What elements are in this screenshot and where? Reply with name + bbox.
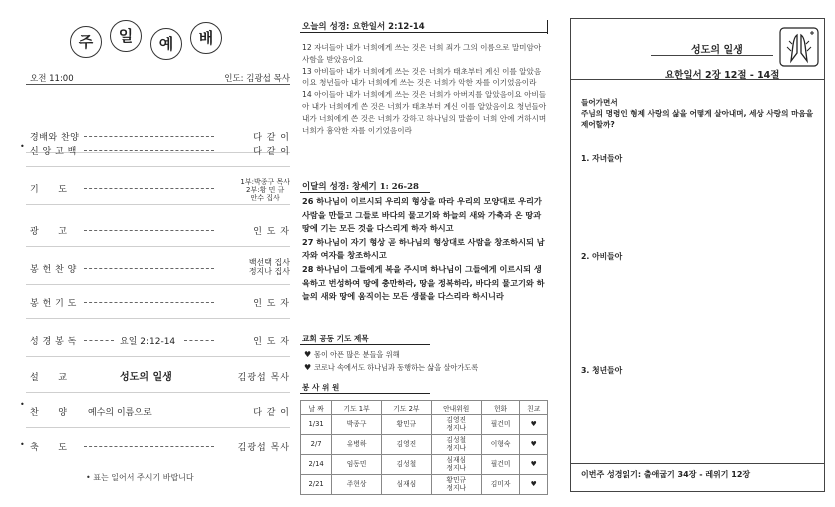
table-cell: 2/7 [301,435,332,455]
dotted-leader [84,268,214,269]
weekly-reading: 이번주 성경읽기: 출애굽기 34장 - 레위기 12장 [581,470,751,479]
verse: 27 하나님이 자기 형상 곧 하나님의 형상대로 사람을 창조하시되 남자와 여자를 창조하시고 [302,236,545,261]
footer-divider [571,463,824,464]
verse: 12 자녀들아 내가 너희에게 쓰는 것은 너희 죄가 그의 이름으로 말미암아 사함을 받았음이요 [302,43,542,64]
header-divider [571,79,824,80]
table-cell: 유병하 [332,435,382,455]
prayer-text: 코로나 속에서도 하나님과 동행하는 삶을 살아가도록 [314,363,479,372]
table-cell: 이형숙 [481,435,520,455]
leader-line: 정지나 집사 [248,267,290,276]
duty-title: 봉 사 위 원 [302,383,340,392]
scripture-reference: 요일 2:12-14 [120,337,176,347]
section-divider [300,32,548,33]
standing-footnote: • 표는 일어서 주시기 바랍니다 [86,473,194,482]
order-leader: 다 같 이 [253,408,290,418]
heart-icon: ♥ [304,350,312,359]
title-char-3: 예 [150,28,182,60]
title-char-1: 주 [70,26,102,58]
month-scripture-title: 이달의 성경: 창세기 1: 26-28 [302,182,419,192]
order-leader-multi [240,178,290,202]
heart-icon: ♥ [304,363,312,372]
order-leader: 인 도 자 [253,299,290,309]
order-label: 신 앙 고 백 [30,147,77,157]
order-leader: 인 도 자 [253,227,290,237]
standing-mark: • [20,440,25,449]
table-cell: 2/14 [301,455,332,475]
row-divider [26,318,290,319]
table-cell: 주현상 [332,475,382,495]
dotted-leader [84,446,214,447]
sermon-point-1: 1. 자녀들아 [581,154,623,163]
order-leader: 다 같 이 [253,133,290,143]
heart-icon: ♥ [520,435,548,455]
column-header: 기도 1부 [332,401,382,415]
table-cell: 김영진 정지나 [431,415,481,435]
order-label: 축 도 [30,443,68,453]
dotted-leader [84,302,214,303]
row-divider [26,166,290,167]
table-row [301,415,548,435]
duty-table [300,400,548,495]
heart-icon: ♥ [520,455,548,475]
title-char-4: 배 [190,22,222,54]
table-cell: 김영진 [381,435,431,455]
leader-line: 백선택 집사 [248,258,290,267]
sermon-intro: 들어가면서 주님의 명령인 형제 사랑의 삶을 어떻게 살아내며, 세상 사랑의 마음을 제어할까? [581,98,814,129]
order-row-creed [26,140,290,160]
order-row-offering-song [26,258,290,278]
order-label: 설 교 [30,373,68,383]
praying-hands-icon [779,27,819,67]
order-label: 기 도 [30,185,68,195]
title-divider [651,55,773,56]
prayer-title: 교회 공동 기도 제목 [302,334,369,343]
order-label: 봉 헌 기 도 [30,299,77,309]
order-row-offering-prayer [26,292,290,312]
prayer-list [304,348,478,374]
table-cell: 2/21 [301,475,332,495]
today-verses [302,42,547,136]
table-row [301,475,548,495]
order-leader-multi [249,258,290,276]
list-item [304,361,478,374]
order-label: 성 경 봉 독 [30,337,77,347]
order-leader: 다 같 이 [253,147,290,157]
service-time: 오전 11:00 [30,74,74,84]
section-divider [300,192,430,193]
dotted-leader [84,188,214,189]
order-leader: 김광섭 목사 [237,373,290,383]
order-leader: 김광섭 목사 [237,443,290,453]
title-char-2: 일 [110,20,142,52]
order-row-hymn [26,401,290,421]
row-divider [26,392,290,393]
sermon-notes-panel [570,18,825,492]
worship-title [70,18,230,62]
standing-mark: • [20,142,25,151]
column-header: 헌화 [481,401,520,415]
table-row [301,435,548,455]
order-label: 봉 헌 찬 양 [30,265,77,275]
verse: 14 아이들아 내가 너희에게 쓰는 것은 너희가 아버지를 알았음이요 아비들아 내가 너희에게 쓴 것은 너희가 태초부터 계신 이를 알았음이요 청년들아 내가 너희에게 쓴 것은 너희가 강하고 하나님의 말씀이 너희 안에 거하시며 너희가 흉악한 자를 이기었음이라 [302,90,547,135]
order-row-announcements [26,220,290,240]
order-of-worship-panel [0,0,290,507]
table-cell: 박종구 [332,415,382,435]
column-header: 안내위원 [431,401,481,415]
table-cell: 김미자 [481,475,520,495]
dotted-leader [184,340,214,341]
row-divider [26,246,290,247]
sermon-reference: 요한일서 2장 12절 - 14절 [665,70,780,81]
table-cell: 필건미 [481,455,520,475]
dotted-leader [84,136,214,137]
row-divider [26,284,290,285]
table-cell: 필건미 [481,415,520,435]
order-row-prayer [26,178,290,202]
header-divider [26,84,290,85]
column-header: 기도 2부 [381,401,431,415]
dotted-leader [84,230,214,231]
section-divider [300,393,430,394]
hymn-title: 예수의 이름으로 [88,408,152,418]
column-header: 친교 [520,401,548,415]
sermon-point-3: 3. 청년들아 [581,366,623,375]
table-cell: 김성철 [381,455,431,475]
heart-icon: ♥ [520,475,548,495]
dotted-leader [84,150,214,151]
table-cell: 심재심 정지나 [431,455,481,475]
table-cell: 임동민 [332,455,382,475]
verse: 13 아비들아 내가 너희에게 쓰는 것은 너희가 태초부터 계신 이를 알았음이요 청년들아 내가 너희에게 쓰는 것은 너희가 악한 자를 이기었음이라 [302,66,542,88]
table-cell: 황민규 [381,415,431,435]
order-leader: 인 도 자 [253,337,290,347]
today-scripture-title: 오늘의 성경: 요한일서 2:12-14 [302,22,425,32]
row-divider [26,427,290,428]
heart-icon: ♥ [520,415,548,435]
order-row-scripture [26,330,290,350]
sermon-title: 성도의 일생 [120,372,172,383]
order-row-benediction [26,436,290,456]
verse: 26 하나님이 이르시되 우리의 형상을 따라 우리의 모양대로 우리가 사람을 만들고 그들로 바다의 물고기와 하늘의 새와 가축과 온 땅과 땅에 기는 모든 것을 다스리게 하자 하시고 [302,196,542,234]
table-cell: 심재심 [381,475,431,495]
column-header: 날 짜 [301,401,332,415]
verse: 28 하나님이 그들에게 복을 주시며 하나님이 그들에게 이르시되 생육하고 번성하여 땅에 충만하라, 땅을 정복하라, 바다의 물고기와 하늘의 새와 땅에 움직이는 모든 생물을 다스리라 하시니라 [302,263,545,302]
table-cell: 김성철 정지나 [431,435,481,455]
table-cell: 황민규 정지나 [431,475,481,495]
sermon-point-2: 2. 아비들아 [581,252,623,261]
row-divider [26,204,290,205]
month-verses [302,195,547,304]
row-divider [26,356,290,357]
standing-mark: • [20,400,25,409]
order-label: 광 고 [30,227,68,237]
leader-line: 2부:황 민 규 [246,186,285,194]
table-header-row [301,401,548,415]
sermon-title: 성도의 일생 [691,45,743,56]
dotted-leader [84,340,114,341]
order-row-sermon [26,366,290,386]
order-label: 경배와 찬양 [30,133,80,143]
order-label: 찬 양 [30,408,68,418]
list-item [304,348,478,361]
leader-line: 1부:박종구 목사 [240,178,290,186]
leader-line: 안수 집사 [250,194,280,202]
section-divider [300,344,430,345]
prayer-text: 몸이 아픈 많은 분들을 위해 [314,350,400,359]
preacher-label: 인도: 김광섭 목사 [224,74,290,84]
section-edge [547,20,548,34]
scripture-panel [298,0,552,507]
table-row [301,455,548,475]
table-cell: 1/31 [301,415,332,435]
